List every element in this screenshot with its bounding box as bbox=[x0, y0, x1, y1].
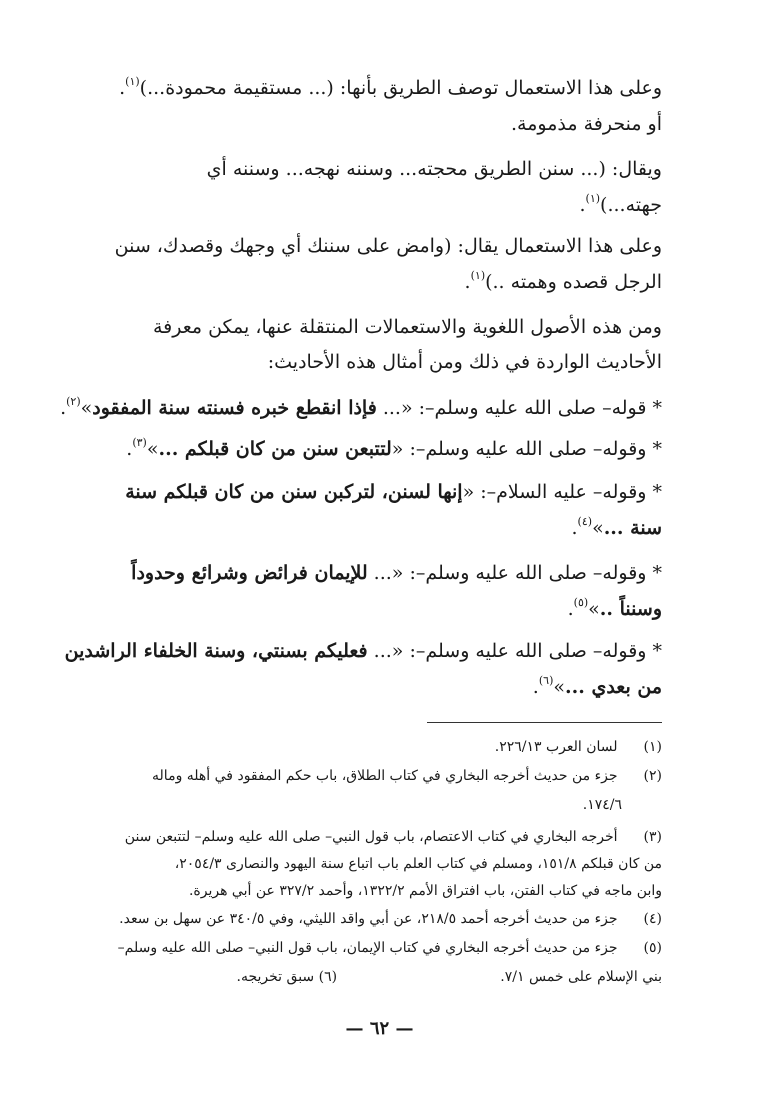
hadith-2-intro: * وقوله– صلى الله عليه وسلم–: « bbox=[391, 438, 662, 460]
hadith-3-line-2 bbox=[104, 512, 662, 544]
hadith-2-quote: لتتبعن سنن من كان قبلكم ... bbox=[158, 438, 392, 460]
hadith-3-intro: * وقوله– عليه السلام–: « bbox=[462, 481, 662, 503]
footnote-ref-4[interactable]: (٤) bbox=[577, 515, 593, 528]
paragraph-4-line-2 bbox=[104, 346, 662, 378]
footnote-4 bbox=[102, 906, 662, 933]
footnote-1-text: لسان العرب ٢٢٦/١٣. bbox=[494, 739, 618, 755]
footnote-4-number: (٤) bbox=[643, 911, 662, 927]
hadith-2-period: . bbox=[126, 438, 133, 460]
hadith-4-quote-2: وسنناً .. bbox=[599, 598, 662, 620]
hadith-3-quote-2: سنة ... bbox=[603, 517, 662, 539]
footnote-6-text: سبق تخريجه. bbox=[236, 969, 315, 985]
footnote-5-line-2-row bbox=[102, 964, 662, 991]
hadith-5-quote: فعليكم بسنتي، وسنة الخلفاء الراشدين bbox=[64, 640, 368, 662]
footnote-3-text-3: وابن ماجه في كتاب الفتن، باب افتراق الأمم ١٣٢٢/٢، وأحمد ٣٢٧/٢ عن أبي هريرة. bbox=[188, 883, 662, 899]
footnote-ref-1b[interactable]: (١) bbox=[585, 192, 601, 205]
footnote-5-text: جزء من حديث أخرجه البخاري في كتاب الإيمان، باب قول النبي– صلى الله عليه وسلم– bbox=[117, 940, 618, 956]
paragraph-2-line-1 bbox=[104, 153, 662, 185]
footnote-ref-3[interactable]: (٣) bbox=[132, 436, 147, 449]
footnote-3-line-2 bbox=[102, 851, 662, 878]
footnote-ref-5[interactable]: (٥) bbox=[573, 596, 589, 609]
footnote-ref-1c[interactable]: (١) bbox=[470, 269, 486, 282]
paragraph-3-text: وعلى هذا الاستعمال يقال: (وامض على سننك أي وجهك وقصدك، سنن bbox=[114, 235, 662, 257]
paragraph-1-text: وعلى هذا الاستعمال توصف الطريق بأنها: (... مستقيمة محمودة...) bbox=[139, 77, 662, 99]
footnote-3 bbox=[102, 824, 662, 851]
footnote-2-line-2 bbox=[102, 792, 622, 819]
footnote-3-number: (٣) bbox=[643, 829, 662, 845]
hadith-4-line-2 bbox=[104, 593, 662, 625]
footnote-5-number: (٥) bbox=[643, 940, 662, 956]
paragraph-1-line-1 bbox=[104, 72, 662, 104]
paragraph-3-line-2 bbox=[104, 266, 662, 298]
hadith-1-close: » bbox=[80, 397, 93, 419]
footnote-3-text-2: من كان قبلكم ١٥١/٨، ومسلم في كتاب العلم باب اتباع سنة اليهود والنصارى ٢٠٥٤/٣، bbox=[174, 856, 662, 872]
paragraph-2-line-2 bbox=[104, 189, 662, 221]
hadith-5-quote-2: من بعدي ... bbox=[564, 676, 662, 698]
footnote-6-number: (٦) bbox=[318, 969, 338, 985]
paragraph-3-line-1 bbox=[104, 230, 662, 262]
footnote-3-line-3 bbox=[102, 878, 662, 905]
footnote-5-line-2 bbox=[426, 964, 662, 991]
footnote-2-number: (٢) bbox=[643, 768, 662, 784]
hadith-4-close: » bbox=[588, 598, 600, 620]
footnote-2 bbox=[102, 763, 662, 790]
hadith-4-period: . bbox=[567, 598, 574, 620]
paragraph-3-text-2: الرجل قصده وهمته ..) bbox=[485, 271, 662, 293]
paragraph-4-text-2: الأحاديث الواردة في ذلك ومن أمثال هذه الأحاديث: bbox=[267, 351, 662, 373]
footnote-4-text: جزء من حديث أخرجه أحمد ٢١٨/٥، عن أبي واقد الليثي، وفي ٣٤٠/٥ عن سهل بن سعد. bbox=[119, 911, 618, 927]
footnote-2-text-2: ١٧٤/٦. bbox=[582, 797, 622, 813]
hadith-3-close: » bbox=[592, 517, 604, 539]
footnote-ref-2[interactable]: (٢) bbox=[66, 395, 81, 408]
hadith-4-intro: * وقوله– صلى الله عليه وسلم–: «... bbox=[367, 562, 662, 584]
footnote-2-text: جزء من حديث أخرجه البخاري في كتاب الطلاق، باب حكم المفقود في أهله وماله bbox=[152, 768, 618, 784]
paragraph-2-text-2: جهته...) bbox=[600, 194, 662, 216]
hadith-2-close: » bbox=[146, 438, 159, 460]
paragraph-1-line-2 bbox=[104, 108, 662, 140]
hadith-1-intro: * قوله– صلى الله عليه وسلم–: «... bbox=[376, 397, 662, 419]
footnote-ref-6[interactable]: (٦) bbox=[538, 674, 554, 687]
paragraph-2-period: . bbox=[579, 194, 586, 216]
hadith-5-line-1 bbox=[64, 635, 662, 667]
footnote-3-text: أخرجه البخاري في كتاب الاعتصام، باب قول النبي– صلى الله عليه وسلم– لتتبعن سنن bbox=[124, 829, 618, 845]
page-number: — ٦٢ — bbox=[345, 1018, 414, 1039]
hadith-1-quote: فإذا انقطع خبره فسنته سنة المفقود bbox=[92, 397, 377, 419]
hadith-5-line-2 bbox=[104, 671, 662, 703]
hadith-3-period: . bbox=[571, 517, 578, 539]
hadith-5-intro: * وقوله– صلى الله عليه وسلم–: «... bbox=[367, 640, 662, 662]
paragraph-4-text: ومن هذه الأصول اللغوية والاستعمالات المنتقلة عنها، يمكن معرفة bbox=[152, 316, 662, 338]
footnote-5-text-2: بني الإسلام على خمس ٧/١. bbox=[500, 969, 662, 985]
hadith-1-period: . bbox=[60, 397, 67, 419]
paragraph-3-period: . bbox=[464, 271, 471, 293]
hadith-5-close: » bbox=[553, 676, 565, 698]
footnote-1 bbox=[102, 734, 662, 761]
footnote-separator bbox=[427, 722, 662, 723]
hadith-4-line-1 bbox=[104, 557, 662, 589]
hadith-3-quote: إنها لسنن، لتركبن سنن من كان قبلكم سنة bbox=[125, 481, 463, 503]
paragraph-1-period: . bbox=[119, 77, 126, 99]
hadith-4-quote: للإيمان فرائض وشرائع وحدوداً bbox=[131, 562, 368, 584]
footnote-1-number: (١) bbox=[643, 739, 662, 755]
hadith-3-line-1 bbox=[104, 476, 662, 508]
hadith-5-period: . bbox=[532, 676, 539, 698]
paragraph-1-text-2: أو منحرفة مذمومة. bbox=[510, 113, 662, 135]
hadith-1 bbox=[60, 392, 662, 424]
footnote-ref-1[interactable]: (١) bbox=[125, 75, 140, 88]
hadith-2 bbox=[104, 433, 662, 465]
footnote-5 bbox=[102, 935, 662, 962]
paragraph-4-line-1 bbox=[104, 311, 662, 343]
paragraph-2-text: ويقال: (... سنن الطريق محجته... وسننه نهجه... وسننه أي bbox=[206, 158, 662, 180]
